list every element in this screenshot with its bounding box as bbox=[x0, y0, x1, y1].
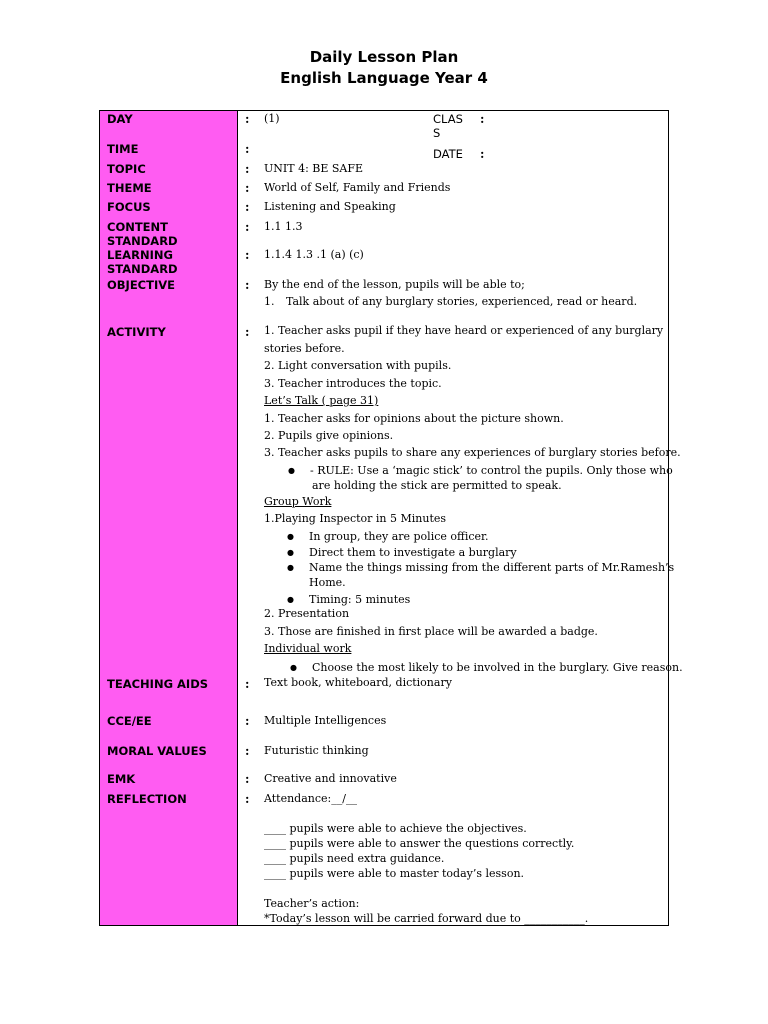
label-emk: EMK bbox=[107, 772, 136, 786]
individual-work-heading: Individual work bbox=[264, 642, 352, 655]
objective-intro: By the end of the lesson, pupils will be able to; bbox=[264, 278, 525, 291]
separator: : bbox=[245, 248, 250, 262]
emk-value: Creative and innovative bbox=[264, 772, 397, 785]
label-moral-values: MORAL VALUES bbox=[107, 744, 207, 758]
activity-line: 2. Pupils give opinions. bbox=[264, 429, 394, 442]
label-day: DAY bbox=[107, 112, 133, 126]
activity-line: 3. Teacher asks pupils to share any experiences of burglary stories before. bbox=[264, 446, 681, 459]
activity-line: 3. Teacher introduces the topic. bbox=[264, 377, 442, 390]
content-standard-value: 1.1 1.3 bbox=[264, 220, 303, 233]
learning-standard-value: 1.1.4 1.3 .1 (a) (c) bbox=[264, 248, 364, 261]
separator: : bbox=[245, 162, 250, 176]
teachers-action-label: Teacher’s action: bbox=[264, 897, 360, 910]
rule-bullet-cont: are holding the stick are permitted to speak. bbox=[312, 479, 562, 492]
reflection-line: ____ pupils were able to answer the questions correctly. bbox=[264, 837, 575, 850]
separator: : bbox=[245, 772, 250, 786]
separator: : bbox=[245, 677, 250, 691]
cce-ee-value: Multiple Intelligences bbox=[264, 714, 387, 727]
theme-value: World of Self, Family and Friends bbox=[264, 181, 451, 194]
focus-value: Listening and Speaking bbox=[264, 200, 396, 213]
individual-work-bullet: ● Choose the most likely to be involved in the burglary. Give reason. bbox=[312, 661, 683, 675]
teaching-aids-value: Text book, whiteboard, dictionary bbox=[264, 676, 452, 689]
page-subtitle: English Language Year 4 bbox=[280, 69, 488, 87]
rule-bullet: ● - RULE: Use a ‘magic stick’ to control the pupils. Only those who bbox=[310, 464, 673, 478]
label-cce-ee: CCE/EE bbox=[107, 714, 152, 728]
day-value: (1) bbox=[264, 112, 280, 125]
topic-value: UNIT 4: BE SAFE bbox=[264, 162, 364, 175]
separator: : bbox=[245, 220, 250, 234]
activity-line: 2. Presentation bbox=[264, 607, 350, 620]
separator: : bbox=[245, 714, 250, 728]
separator: : bbox=[245, 278, 250, 292]
separator: : bbox=[245, 142, 250, 156]
label-topic: TOPIC bbox=[107, 162, 146, 176]
activity-line: 1.Playing Inspector in 5 Minutes bbox=[264, 512, 447, 525]
activity-line: 1. Teacher asks for opinions about the picture shown. bbox=[264, 412, 564, 425]
lets-talk-heading: Let’s Talk ( page 31) bbox=[264, 394, 379, 407]
label-focus: FOCUS bbox=[107, 200, 151, 214]
label-learning-standard: LEARNING STANDARD bbox=[107, 248, 178, 276]
carried-forward-line: *Today’s lesson will be carried forward due to ___________. bbox=[264, 912, 589, 925]
label-time: TIME bbox=[107, 142, 139, 156]
activity-line: stories before. bbox=[264, 342, 345, 355]
label-teaching-aids: TEACHING AIDS bbox=[107, 677, 209, 691]
separator: : bbox=[245, 744, 250, 758]
separator: : bbox=[480, 147, 485, 161]
group-work-heading: Group Work bbox=[264, 495, 332, 508]
objective-item-number: 1. bbox=[264, 295, 275, 308]
reflection-line: ____ pupils were able to master today’s lesson. bbox=[264, 867, 525, 880]
activity-line: 2. Light conversation with pupils. bbox=[264, 359, 452, 372]
page-title: Daily Lesson Plan bbox=[309, 48, 459, 66]
label-objective: OBJECTIVE bbox=[107, 278, 175, 292]
activity-line: 1. Teacher asks pupil if they have heard or experienced of any burglary bbox=[264, 324, 664, 337]
group-work-bullet: ● Name the things missing from the different parts of Mr.Ramesh’s bbox=[309, 561, 674, 575]
label-date: DATE bbox=[433, 147, 463, 161]
label-reflection: REFLECTION bbox=[107, 792, 187, 806]
separator: : bbox=[245, 112, 250, 126]
group-work-bullet-cont: Home. bbox=[309, 576, 346, 589]
objective-item: Talk about of any burglary stories, experienced, read or heard. bbox=[286, 295, 638, 308]
separator: : bbox=[245, 200, 250, 214]
group-work-bullet: ● Direct them to investigate a burglary bbox=[309, 546, 517, 560]
separator: : bbox=[245, 792, 250, 806]
separator: : bbox=[480, 112, 485, 126]
label-theme: THEME bbox=[107, 181, 152, 195]
separator: : bbox=[245, 181, 250, 195]
label-class: CLAS S bbox=[433, 112, 463, 140]
separator: : bbox=[245, 325, 250, 339]
activity-line: 3. Those are finished in first place will be awarded a badge. bbox=[264, 625, 598, 638]
reflection-line: ____ pupils need extra guidance. bbox=[264, 852, 445, 865]
label-content-standard: CONTENT STANDARD bbox=[107, 220, 178, 248]
reflection-line: ____ pupils were able to achieve the objectives. bbox=[264, 822, 527, 835]
attendance-line: Attendance:__/__ bbox=[264, 792, 357, 805]
group-work-bullet: ● In group, they are police officer. bbox=[309, 530, 489, 544]
lesson-plan-table bbox=[99, 110, 683, 926]
label-activity: ACTIVITY bbox=[107, 325, 166, 339]
moral-values-value: Futuristic thinking bbox=[264, 744, 369, 757]
group-work-bullet: ● Timing: 5 minutes bbox=[309, 593, 410, 607]
